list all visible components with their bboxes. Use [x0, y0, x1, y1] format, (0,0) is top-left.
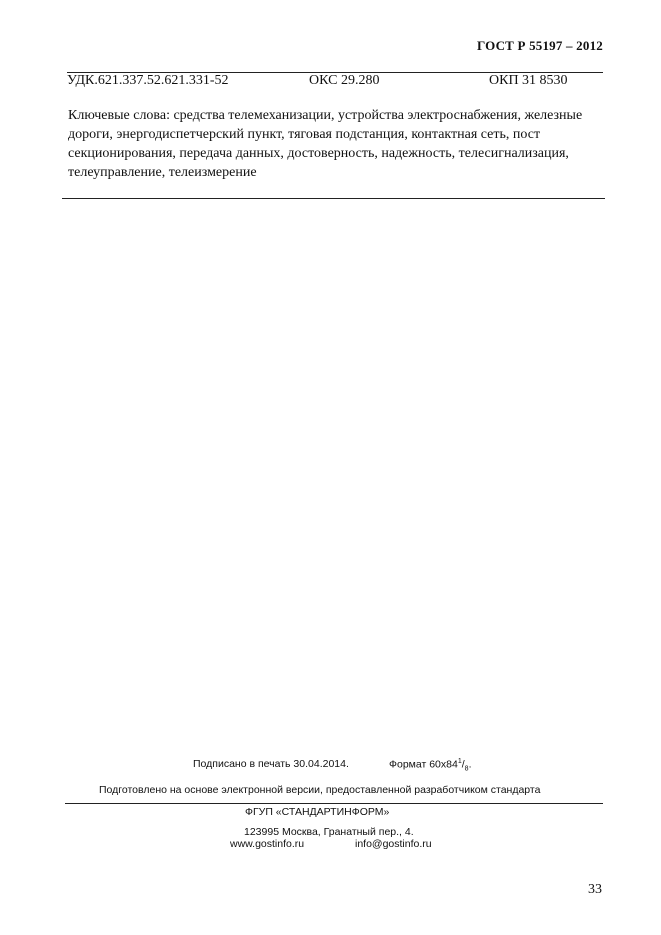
- publisher-divider: [65, 803, 603, 804]
- prepared-text: Подготовлено на основе электронной версии, предоставленной разработчиком стандарта: [99, 784, 541, 796]
- classification-row: [67, 73, 603, 91]
- keywords-divider: [62, 198, 605, 199]
- page-number: 33: [588, 882, 602, 897]
- udk-code: УДК.621.337.52.621.331-52: [67, 73, 229, 88]
- publisher-address: 123995 Москва, Гранатный пер., 4.: [244, 826, 414, 838]
- okp-code: ОКП 31 8530: [489, 73, 568, 88]
- publisher-name: ФГУП «СТАНДАРТИНФОРМ»: [245, 806, 390, 818]
- oks-code: ОКС 29.280: [309, 73, 380, 88]
- format-numerator: 1: [457, 758, 462, 765]
- format-suffix: .: [468, 758, 472, 771]
- format-prefix: Формат 60х84: [389, 758, 458, 771]
- website-link[interactable]: www.gostinfo.ru: [230, 838, 305, 850]
- email-link[interactable]: info@gostinfo.ru: [355, 838, 432, 850]
- signed-date: Подписано в печать 30.04.2014.: [193, 758, 349, 770]
- standard-code: ГОСТ Р 55197 – 2012: [476, 38, 603, 53]
- paper-format: Формат $60х84^1/_8$.: [389, 758, 472, 773]
- keywords-paragraph: Ключевые слова: средства телемеханизации, устройства электроснабжения, железные дороги, энергодиспетчерский пункт, тяговая подстанция, контактная сеть, пост секционирования, передача данных, достоверность, надежность, телесигнализация, телеуправление, телеизмерение: [68, 108, 583, 180]
- format-denominator: 8: [464, 765, 469, 773]
